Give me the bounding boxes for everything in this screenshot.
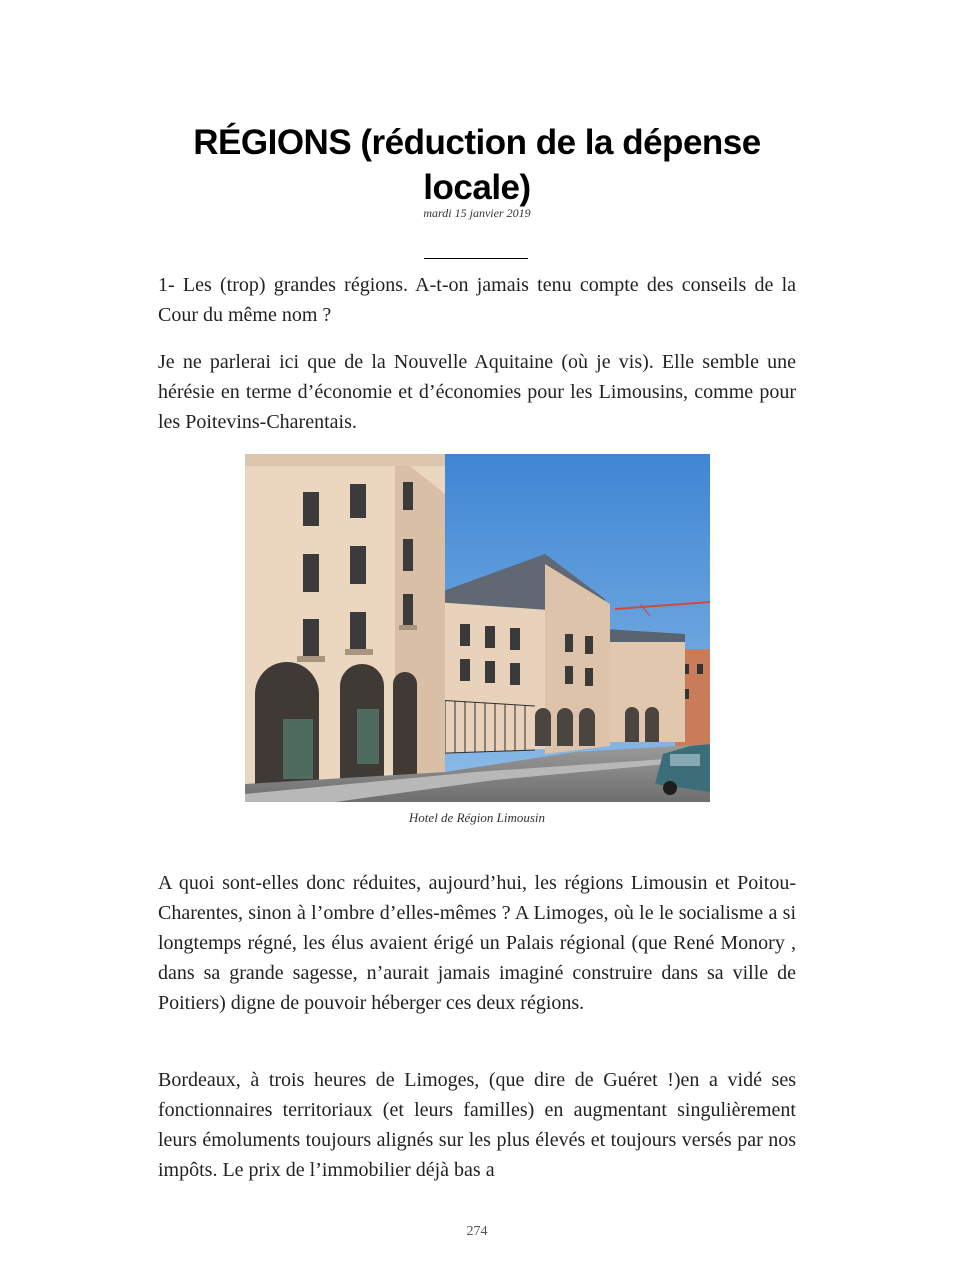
paragraph-4: Bordeaux, à trois heures de Limoges, (que dire de Guéret !)en a vidé ses fonctionnaires territoriaux (et leurs familles) en augmentant singulièrement leurs émoluments toujours alignés sur les plus élevés et toujours versés par nos impôts. Le prix de l’immobilier déjà bas a [158,1069,796,1181]
paragraph-2: Je ne parlerai ici que de la Nouvelle Aquitaine (où je vis). Elle semble une hérésie en terme d’économie et d’économies pour les Limousins, comme pour les Poitevins-Charentais. [158,351,796,433]
separator-rule [424,258,528,259]
building-photo [245,454,710,802]
paragraph-3: A quoi sont-elles donc réduites, aujourd’hui, les régions Limousin et Poitou-Charentes, sinon à l’ombre d’elles-mêmes ? A Limoges, où le le socialisme a si longtemps régné, les élus avaient érigé un Palais régional (que René Monory , dans sa grande sagesse, n’aurait jamais imaginé construire dans sa ville de Poitiers) digne de pouvoir héberger ces deux régions. [158,872,796,1014]
figure-caption: Hotel de Région Limousin [408,810,546,825]
paragraph-1: 1- Les (trop) grandes régions. A-t-on jamais tenu compte des conseils de la Cour du même nom ? [158,274,796,326]
article-date: mardi 15 janvier 2019 [423,206,531,220]
page-number: 274 [466,1224,488,1239]
page-title: RÉGIONS (réduction de la dépense locale) [193,123,761,207]
